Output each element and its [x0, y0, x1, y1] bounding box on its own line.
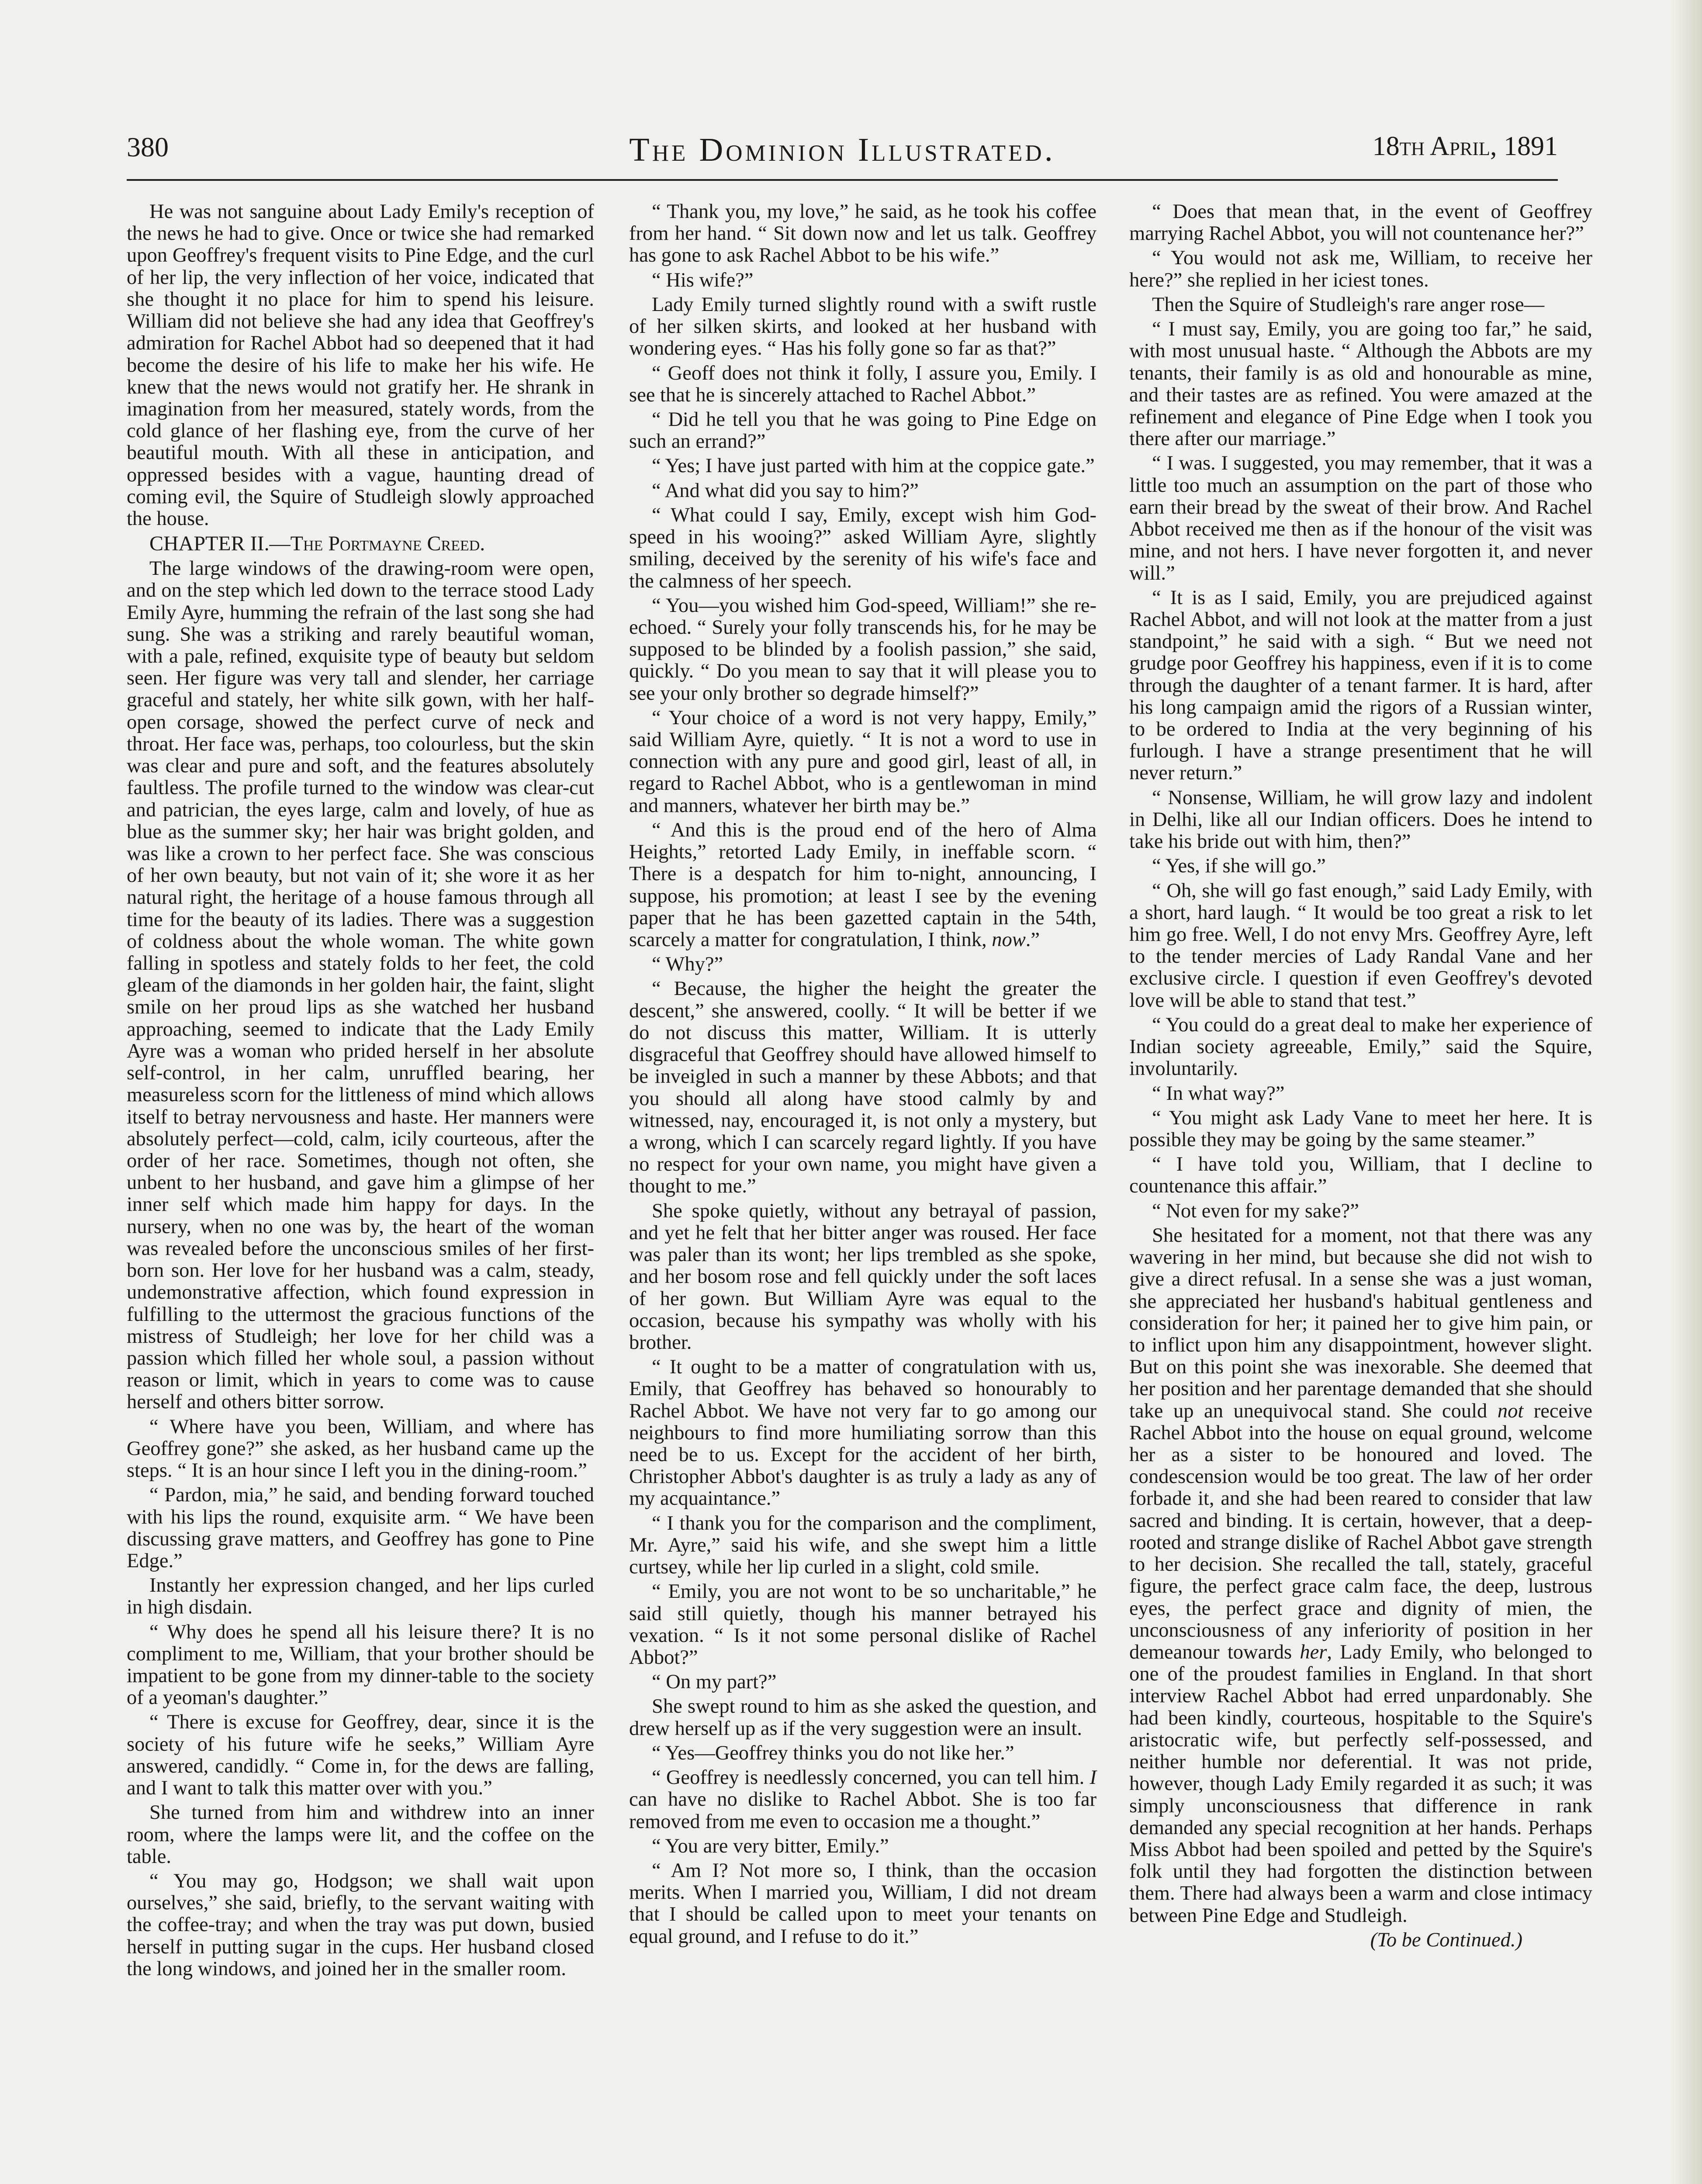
text-run: “ And this is the proud end of the hero of Alma Heights,” retorted Lady Emily, in ineffable scorn. “ There is a despatch for him to-night, announcing, I suppose, his promotion; at least I see by the evening paper that he has been gazetted captain in the 54th, scarcely a matter for congratulation, I think,: [629, 819, 1097, 951]
paragraph: “ Your choice of a word is not very happy, Emily,” said William Ayre, quietly. “ It is not a word to use in connection with any pure and good girl, least of all, in regard to Rachel Abbot, who is a gentlewoman in mind and manners, whatever her birth may be.”: [629, 706, 1097, 817]
paragraph: “ Where have you been, William, and where has Geoffrey gone?” she asked, as her husband came up the steps. “ It is an hour since I left you in the dining-room.”: [127, 1415, 594, 1482]
text-run: She hesitated for a moment, not that there was any wavering in her mind, but because she did not wish to give a direct refusal. In a sense she was a just woman, she appreciated her husband's habitual gentleness and consideration for her; it pained her to give him pain, or to inflict upon him any disappointment, however slight. But on this point she was inexorable. She deemed that her position and her parentage demanded that she should take up an unequivocal stand. She could: [1129, 1224, 1592, 1422]
page-edge-shadow: [1671, 0, 1702, 2184]
paragraph: “ Am I? Not more so, I think, than the occasion merits. When I married you, William, I did not dream that I should be called upon to meet your tenants on equal ground, and I refuse to do it.”: [629, 1859, 1097, 1948]
emphasis: I: [1090, 1766, 1097, 1789]
paragraph: “ And what did you say to him?”: [652, 479, 919, 502]
paragraph: “ Emily, you are not wont to be so uncharitable,” he said still quietly, though his manner betrayed his vexation. “ Is it not some personal dislike of Rachel Abbot?”: [629, 1580, 1097, 1669]
paragraph: “ His wife?”: [652, 269, 754, 291]
paragraph: “ Why does he spend all his leisure there? It is no compliment to me, William, that your brother should be impatient to be gone from my dinner-table to the society of a yeoman's daughter.”: [127, 1621, 594, 1709]
paragraph: She spoke quietly, without any betrayal of passion, and yet he felt that her bitter anger was roused. Her face was paler than its wont; her lips trembled as she spoke, and her bosom rose and fell quickly under the soft laces of her gown. But William Ayre was equal to the occasion, because his sympathy was wholly with his brother.: [629, 1199, 1097, 1354]
paragraph: “ Did he tell you that he was going to Pine Edge on such an errand?”: [629, 408, 1097, 453]
paragraph: “ It is as I said, Emily, you are prejudiced against Rachel Abbot, and will not look at the matter from a just standpoint,” he said with a sigh. “ But we need not grudge poor Geoffrey his happiness, even if it is to come through the daughter of a tenant farmer. It is hard, after his long campaign amid the rigors of a Russian winter, to be ordered to India at the very beginning of his furlough. I have a strange presentiment that he will never return.”: [1129, 586, 1592, 784]
chapter-number: CHAPTER II.—: [149, 532, 291, 556]
paragraph: [629, 1767, 1097, 1833]
page-header: [127, 131, 1558, 183]
paragraph: She turned from him and withdrew into an inner room, where the lamps were lit, and the coffee on the table.: [127, 1801, 594, 1868]
paragraph: “ You may go, Hodgson; we shall wait upon ourselves,” she said, briefly, to the servant waiting with the coffee-tray; and when the tray was put down, busied herself in putting sugar in the cups. Her husband closed the long windows, and joined her in the smaller room.: [127, 1870, 594, 1980]
paragraph: “ You would not ask me, William, to receive her here?” she replied in her iciest tones.: [1129, 247, 1592, 291]
paragraph: He was not sanguine about Lady Emily's reception of the news he had to give. Once or twice she had remarked upon Geoffrey's frequent visits to Pine Edge, and the curl of her lip, the very inflection of her voice, indicated that she thought it no place for him to spend his leisure. William did not believe she had any idea that Geoffrey's admiration for Rachel Abbot had so deepened that it had become the desire of his life to make her his wife. He knew that the news would not gratify her. He shrank in imagination from her measured, stately words, from the cold glance of her flashing eye, from the curve of her beautiful mouth. With all these in anticipation, and oppressed besides with a vague, haunting dread of coming evil, the Squire of Studleigh slowly approached the house.: [127, 200, 594, 530]
masthead-title: The Dominion Illustrated.: [629, 131, 1055, 168]
paragraph: “ What could I say, Emily, except wish him God-speed in his wooing?” asked William Ayre, slightly smiling, deceived by the serenity of his wife's face and the calmness of her speech.: [629, 504, 1097, 592]
emphasis: now: [992, 929, 1026, 951]
paragraph: The large windows of the drawing-room were open, and on the step which led down to the terrace stood Lady Emily Ayre, humming the refrain of the last song she had sung. She was a striking and rarely beautiful woman, with a pale, refined, exquisite type of beauty but seldom seen. Her figure was very tall and slender, her carriage graceful and stately, her white silk gown, with her half-open corsage, showed the perfect curve of neck and throat. Her face was, perhaps, too colourless, but the skin was clear and pure and soft, and the features absolutely faultless. The profile turned to the window was clear-cut and patrician, the eyes large, calm and lovely, of hue as blue as the summer sky; her hair was bright golden, and was like a crown to her perfect face. She was conscious of her own beauty, but not vain of it; she wore it as her natural right, the heritage of a house famous through all time for the beauty of its ladies. There was a suggestion of coldness about the whole woman. The white gown falling in spotless and stately folds to her feet, the cold gleam of the diamonds in her golden hair, the faint, slight smile on her proud lips as she watched her husband approaching, seemed to indicate that the Lady Emily Ayre was a woman who prided herself in her absolute self-control, in her calm, unruffled bearing, her measureless scorn for the littleness of mind which allows itself to betray nervousness and haste. Her manners were absolutely perfect—cold, calm, icily courteous, after the order of her race. Sometimes, though not often, she unbent to her husband, and gave him a glimpse of her inner self which made him happy for days. In the nursery, when no one was by, the heart of the woman was revealed before the unconscious smiles of her first-born son. Her love for her husband was a calm, steady, undemonstrative affection, which found expression in fulfilling to the uttermost the gracious functions of the mistress of Studleigh; her love for her child was a passion which filled her whole soul, a passion without reason or limit, which in years to come was to cause herself and others bitter sorrow.: [127, 557, 594, 1413]
text-run: , Lady Emily, who belonged to one of the proudest families in England. In that short interview Rachel Abbot had erred unpardonably. She had been kindly, courteous, hospitable to the Squire's aristocratic wife, but perfectly self-possessed, and neither humble nor deferential. It was not pride, however, though Lady Emily regarded it as such; it was simply unconsciousness that difference in rank demanded any special recognition at her hands. Perhaps Miss Abbot had been spoiled and petted by the Squire's folk until they had forgotten the distinction between them. There had always been a warm and close intimacy between Pine Edge and Studleigh.: [1129, 1641, 1592, 1927]
paragraph: Lady Emily turned slightly round with a swift rustle of her silken skirts, and looked at her husband with wondering eyes. “ Has his folly gone so far as that?”: [629, 293, 1097, 360]
paragraph: “ Pardon, mia,” he said, and bending forward touched with his lips the round, exquisite arm. “ We have been discussing grave matters, and Geoffrey has gone to Pine Edge.”: [127, 1484, 594, 1572]
paragraph: “ In what way?”: [1152, 1082, 1285, 1105]
paragraph: [629, 819, 1097, 951]
paragraph: “ It ought to be a matter of congratulation with us, Emily, that Geoffrey has behaved so honourably to Rachel Abbot. We have not very far to go among our neighbours to find more humiliating sorrow than this need be to us. Except for the accident of her birth, Christopher Abbot's daughter is as truly a lady as any of my acquaintance.”: [629, 1356, 1097, 1510]
header-rule: [127, 179, 1558, 181]
text-run: receive Rachel Abbot into the house on equal ground, welcome her as a sister to be honoured and loved. The condescension would be too great. The law of her order forbade it, and she had been reared to consider that law sacred and binding. It is certain, however, that a deep-rooted and strange dislike of Rachel Abbot gave strength to her decision. She recalled the tall, stately, graceful figure, the perfect grace calm face, the deep, lustrous eyes, the perfect grace and dignity of mien, the unconsciousness of any inferiority of position in her demeanour towards: [1129, 1400, 1592, 1663]
paragraph: “ I was. I suggested, you may remember, that it was a little too much an assumption on the part of those who earn their bread by the sweat of their brow. And Rachel Abbot received me then as if the honour of the visit was mine, and not hers. I have never forgotten it, and never will.”: [1129, 452, 1592, 584]
emphasis: not: [1497, 1400, 1524, 1422]
paragraph: “ I must say, Emily, you are going too far,” he said, with most unusual haste. “ Although the Abbots are my tenants, their family is as old and honourable as mine, and their tastes are as refined. You were amazed at the refinement and elegance of Pine Edge when I took you there after our marriage.”: [1129, 318, 1592, 450]
paragraph: “ Oh, she will go fast enough,” said Lady Emily, with a short, hard laugh. “ It would be too great a risk to let him go free. Well, I do not envy Mrs. Geoffrey Ayre, left to the tender mercies of Lady Randal Vane and her exclusive circle. I question if even Geoffrey's devoted love will be able to stand that test.”: [1129, 879, 1592, 1012]
paragraph: “ Nonsense, William, he will grow lazy and indolent in Delhi, like all our Indian officers. Does he intend to take his bride out with him, then?”: [1129, 786, 1592, 853]
issue-date: 18th April, 1891: [1372, 131, 1558, 161]
chapter-heading: [127, 532, 594, 555]
paragraph: “ You are very bitter, Emily.”: [652, 1835, 889, 1857]
paragraph: “ Yes—Geoffrey thinks you do not like her.”: [652, 1742, 1014, 1764]
paragraph: “ Geoff does not think it folly, I assure you, Emily. I see that he is sincerely attached to Rachel Abbot.”: [629, 362, 1097, 406]
paragraph: “ I thank you for the comparison and the compliment, Mr. Ayre,” said his wife, and she swept him a little curtsey, while her lip curled in a slight, cold smile.: [629, 1512, 1097, 1579]
column-2: [629, 201, 1097, 1950]
paragraph: “ You—you wished him God-speed, William!” she re-echoed. “ Surely your folly transcends his, for he may be supposed to be blinded by a foolish passion,” she said, quickly. “ Do you mean to say that it will please you to see your only brother so degrade himself?”: [629, 594, 1097, 705]
paragraph: “ Because, the higher the height the greater the descent,” she answered, coolly. “ It will be better if we do not discuss this matter, William. It is utterly disgraceful that Geoffrey should have allowed himself to be inveigled in such a manner by these Abbots; and that you should all along have stood calmly by and witnessed, nay, encouraged it, is not only a mystery, but a wrong, which I can scarcely regard lightly. If you have no respect for your own name, you might have given a thought to me.”: [629, 978, 1097, 1198]
column-3: [1129, 201, 1592, 1954]
paragraph: Then the Squire of Studleigh's rare anger rose—: [1152, 293, 1545, 316]
text-run: .”: [1025, 929, 1040, 951]
text-run: “ Geoffrey is needlessly concerned, you can tell him.: [652, 1766, 1090, 1789]
to-be-continued: (To be Continued.): [1370, 1928, 1522, 1951]
paragraph: “ You might ask Lady Vane to meet her here. It is possible they may be going by the same steamer.”: [1129, 1106, 1592, 1151]
paragraph: “ I have told you, William, that I decline to countenance this affair.”: [1129, 1153, 1592, 1198]
paragraph: “ There is excuse for Geoffrey, dear, since it is the society of his future wife he seeks,” William Ayre answered, candidly. “ Come in, for the dews are falling, and I want to talk this matter over with you.”: [127, 1711, 594, 1800]
paragraph: Instantly her expression changed, and her lips curled in high disdain.: [127, 1574, 594, 1619]
paragraph: “ On my part?”: [652, 1671, 777, 1693]
paragraph: “ Does that mean that, in the event of Geoffrey marrying Rachel Abbot, you will not countenance her?”: [1129, 200, 1592, 245]
page-number: 380: [127, 131, 169, 162]
paragraph: “ Yes, if she will go.”: [1152, 855, 1326, 878]
paragraph: “ You could do a great deal to make her experience of Indian society agreeable, Emily,” said the Squire, involuntarily.: [1129, 1013, 1592, 1080]
paragraph: [1129, 1225, 1592, 1927]
paragraph: “ Thank you, my love,” he said, as he took his coffee from her hand. “ Sit down now and let us talk. Geoffrey has gone to ask Rachel Abbot to be his wife.”: [629, 200, 1097, 267]
emphasis: her: [1300, 1641, 1327, 1663]
text-run: can have no dislike to Rachel Abbot. She is too far removed from me even to occasion me a thought.”: [629, 1788, 1097, 1833]
paragraph: “ Not even for my sake?”: [1152, 1199, 1359, 1222]
paragraph: “ Yes; I have just parted with him at the coppice gate.”: [652, 455, 1095, 477]
chapter-title: The Portmayne Creed.: [290, 532, 485, 556]
paragraph: She swept round to him as she asked the question, and drew herself up as if the very suggestion were an insult.: [629, 1695, 1097, 1740]
column-1: [127, 201, 594, 1983]
paragraph: “ Why?”: [652, 953, 723, 976]
